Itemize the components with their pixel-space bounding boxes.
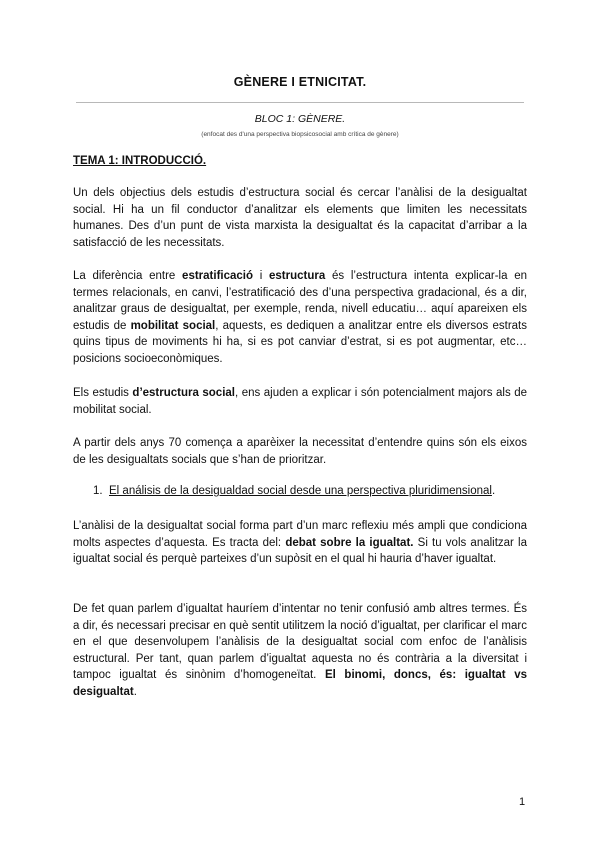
section-heading: TEMA 1: INTRODUCCIÓ. (73, 155, 207, 167)
paragraph-5: L’anàlisi de la desigualtat social forma part d’un marc reflexiu més ampli que condiciona molts aspectes d’aquesta. Es tracta del: debat sobre la igualtat. Si tu vols analitzar la igualtat social és perquè parteixes d’un supòsit en el qual hi hauria d’haver igualtat. (73, 520, 528, 565)
paragraph-1: Un dels objectius dels estudis d’estructura social és cercar l’anàlisi de la desigualtat social. Hi ha un fil conductor d’analitzar els elements que limiten les necessitats humanes. Des d’un punt de vista marxista la desigualtat és la capacitat d’arribar a la satisfacció de les necessitats. (73, 187, 527, 249)
term-binomi: El binomi, doncs, és: igualtat vs desigualtat (73, 669, 527, 698)
term-estructura-social: d’estructura social (132, 387, 235, 399)
title-divider (76, 102, 524, 103)
paragraph-4: A partir dels anys 70 comença a aparèixer la necessitat d’entendre quins són els eixos de les desigualtats socials que s’han de prioritzar. (73, 437, 527, 466)
term-estratificacio: estratificació (182, 270, 253, 282)
document-title: GÈNERE I ETNICITAT. (233, 75, 367, 89)
paragraph-3: Els estudis d’estructura social, ens ajuden a explicar i són potencialment majors als de mobilitat social. (73, 387, 528, 416)
bloc-subtitle: (enfocat des d'una perspectiva biopsicosocial amb crítica de gènere) (201, 131, 399, 138)
term-debat-igualtat: debat sobre la igualtat. (285, 536, 414, 549)
page-number: 1 (519, 796, 526, 808)
bloc-heading: BLOC 1: GÈNERE. (254, 113, 346, 125)
list-number: 1. (93, 485, 103, 497)
list-item-text: El análisis de la desigualdad social desde una perspectiva pluridimensional (109, 485, 492, 497)
term-mobilitat-social: mobilitat social (130, 319, 216, 332)
paragraph-6: De fet quan parlem d’igualtat hauríem d’intentar no tenir confusió amb altres termes. És a dir, és necessari precisar en què sentit utilitzem la noció d’igualtat, per clarificar el marc en el que desenvolupem l’anàlisis de la desigualtat social com enfoc de l’anàlisis estructural. Per tant, quan parlem d’igualtat aquesta no és contrària a la diversitat i tampoc igualtat és sinònim d’homogeneïtat. El binomi, doncs, és: igualtat vs desigualtat. (73, 603, 527, 698)
list-item: 1. El análisis de la desigualdad social desde una perspectiva pluridimensional. (93, 485, 496, 497)
paragraph-2: La diferència entre estratificació i estructura és l’estructura intenta explicar-la en termes relacionals, en canvi, l’estratificació des d’una perspectiva gradacional, és a dir, analitzar graus de desigualtat, per exemple, renda, nivell educatiu… aquí apareixen els estudis de mobilitat social, aquests, es dediquen a analitzar entre els diversos estrats quins tipus de moviments hi ha, si es pot canviar d’estrat, si es pot augmentar, etc… posicions socioeconòmiques. (73, 270, 528, 365)
term-estructura: estructura (269, 270, 326, 282)
